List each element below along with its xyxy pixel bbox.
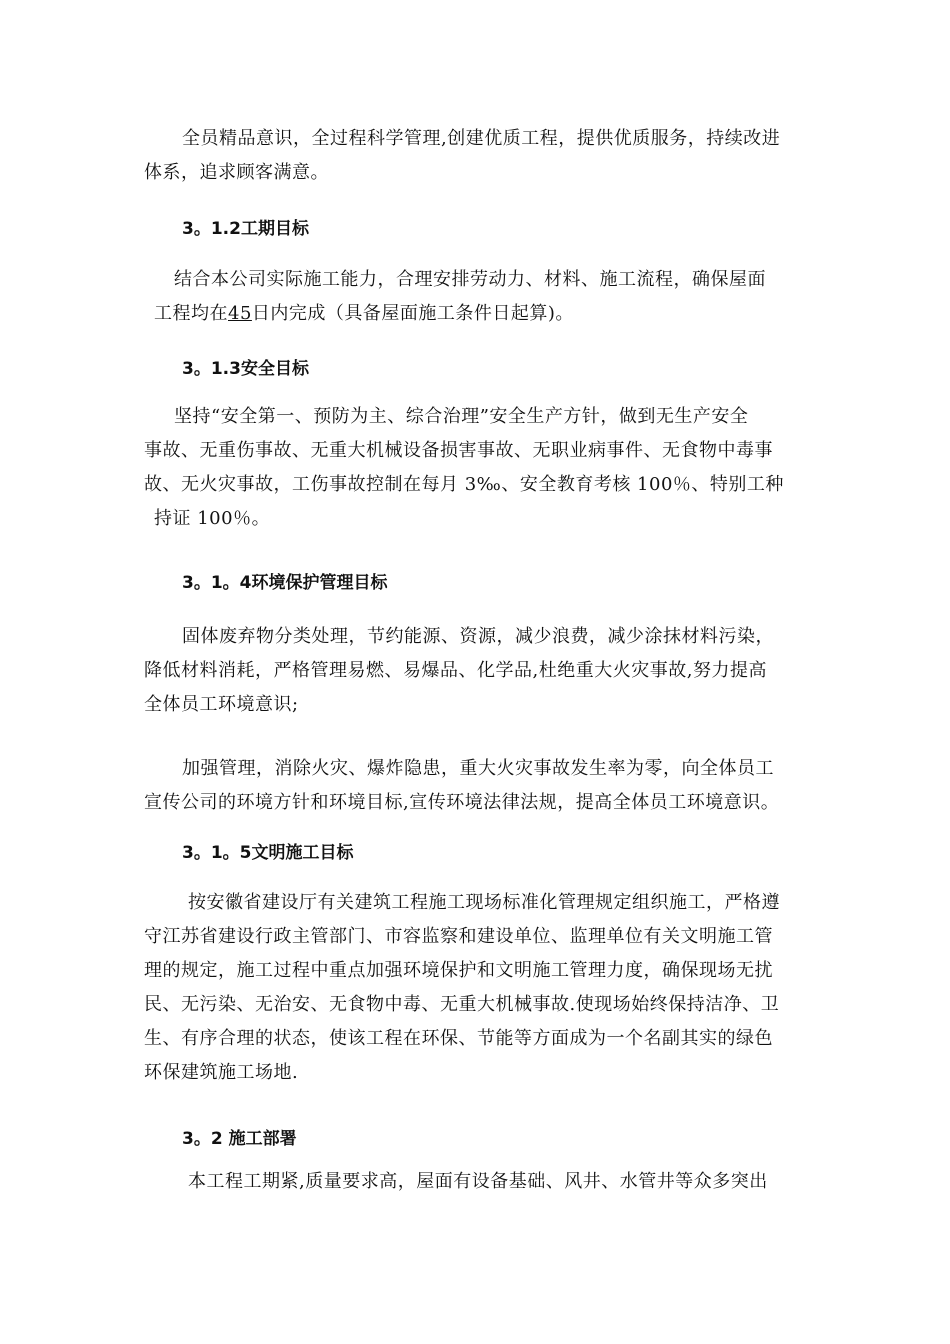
paragraph-line: 生、有序合理的状态，使该工程在环保、节能等方面成为一个名副其实的绿色 xyxy=(144,1028,773,1049)
paragraph-schedule-goal xyxy=(144,263,809,331)
paragraph-line: 结合本公司实际施工能力，合理安排劳动力、材料、施工流程，确保屋面 xyxy=(174,269,766,290)
paragraph-civilized-construction-goal xyxy=(144,886,809,1090)
paragraph-line: 降低材料消耗，严格管理易燃、易爆品、化学品,杜绝重大火灾事故,努力提高 xyxy=(144,660,767,681)
paragraph-line: 持证 100％。 xyxy=(154,508,271,529)
paragraph-line: 全体员工环境意识; xyxy=(144,694,299,715)
heading-construction-deployment: 3。2 施工部署 xyxy=(182,1129,297,1149)
paragraph-line: 理的规定，施工过程中重点加强环境保护和文明施工管理力度，确保现场无扰 xyxy=(144,960,773,981)
paragraph-quality-goal xyxy=(144,122,809,190)
paragraph-line: 全员精品意识，全过程科学管理,创建优质工程，提供优质服务，持续改进 xyxy=(182,128,781,149)
paragraph-line: 固体废弃物分类处理，节约能源、资源，减少浪费，减少涂抹材料污染， xyxy=(182,626,774,647)
heading-civilized-construction-goal: 3。1。5文明施工目标 xyxy=(182,843,354,863)
paragraph-fire-safety xyxy=(144,752,809,820)
paragraph-safety-goal xyxy=(144,400,809,536)
heading-safety-goal: 3。1.3安全目标 xyxy=(182,359,309,379)
paragraph-line: 宣传公司的环境方针和环境目标,宣传环境法律法规，提高全体员工环境意识。 xyxy=(144,792,780,813)
paragraph-line: 民、无污染、无治安、无食物中毒、无重大机械事故.使现场始终保持洁净、卫 xyxy=(144,994,780,1015)
paragraph-line xyxy=(144,297,809,331)
paragraph-line: 守江苏省建设行政主管部门、市容监察和建设单位、监理单位有关文明施工管 xyxy=(144,926,773,947)
paragraph-line: 本工程工期紧,质量要求高，屋面有设备基础、风井、水管井等众多突出 xyxy=(188,1171,768,1192)
text-fragment: 日内完成（具备屋面施工条件日起算)。 xyxy=(251,303,574,324)
heading-environment-goal: 3。1。4环境保护管理目标 xyxy=(182,573,388,593)
paragraph-line: 环保建筑施工场地. xyxy=(144,1062,299,1083)
paragraph-line: 故、无火灾事故，工伤事故控制在每月 3‰、安全教育考核 100％、特别工种 xyxy=(144,474,784,495)
paragraph-environment-goal xyxy=(144,620,809,722)
paragraph-construction-deployment xyxy=(144,1165,809,1199)
paragraph-line: 加强管理，消除火灾、爆炸隐患，重大火灾事故发生率为零，向全体员工 xyxy=(182,758,774,779)
paragraph-line: 坚持“安全第一、预防为主、综合治理”安全生产方针，做到无生产安全 xyxy=(174,406,749,427)
paragraph-line: 按安徽省建设厅有关建筑工程施工现场标准化管理规定组织施工，严格遵 xyxy=(188,892,780,913)
heading-schedule-goal: 3。1.2工期目标 xyxy=(182,219,309,239)
paragraph-line: 体系，追求顾客满意。 xyxy=(144,162,329,183)
duration-days: 45 xyxy=(228,303,252,324)
paragraph-line: 事故、无重伤事故、无重大机械设备损害事故、无职业病事件、无食物中毒事 xyxy=(144,440,773,461)
text-fragment: 工程均在 xyxy=(154,303,228,324)
